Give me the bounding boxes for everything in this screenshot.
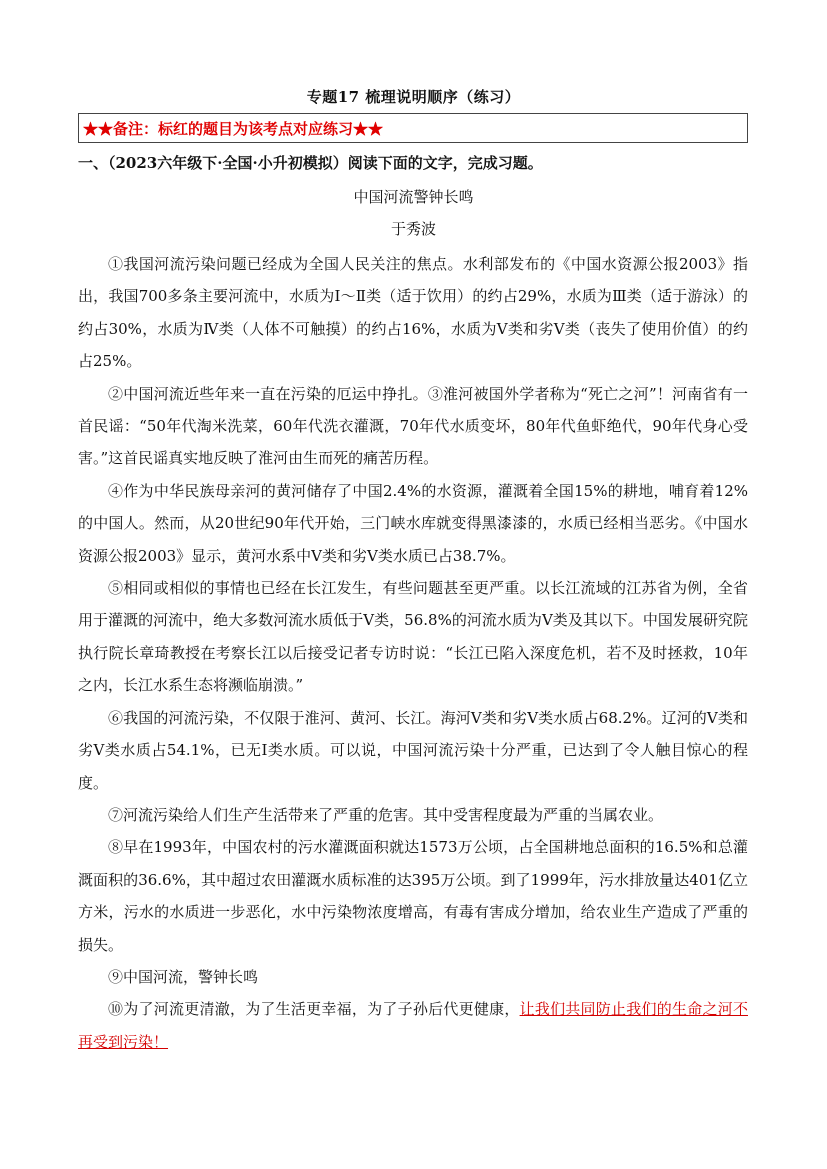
paragraph-6: ⑥我国的河流污染，不仅限于淮河、黄河、长江。海河Ⅴ类和劣Ⅴ类水质占68.2%。辽河的Ⅴ类和劣Ⅴ类水质占54.1%，已无Ⅰ类水质。可以说，中国河流污染十分严重，已达到了令人触目惊心的程度。 xyxy=(78,708,748,792)
paragraph-5: ⑤相同或相似的事情也已经在长江发生，有些问题甚至更严重。以长江流域的江苏省为例，全省用于灌溉的河流中，绝大多数河流水质低于Ⅴ类，56.8%的河流水质为Ⅴ类及其以下。中国发展研究院执行院长章琦教授在考察长江以后接受记者专访时说：“长江已陷入深度危机，若不及时拯救，10年之内，长江水系生态将濒临崩溃。” xyxy=(78,579,748,695)
paragraph-9: ⑨中国河流，警钟长鸣 xyxy=(108,967,259,986)
paragraph-8: ⑧早在1993年，中国农村的污水灌溉面积就达1573万公顷，占全国耕地总面积的16.5%和总灌溉面积的36.6%，其中超过农田灌溉水质标准的达395万公顷。到了1999年，污水排放量达401亿立方米，污水的水质进一步恶化，水中污染物浓度增高，有毒有害成分增加，给农业生产造成了严重的损失。 xyxy=(78,838,748,954)
article-body xyxy=(78,248,748,1058)
paragraph-2: ②中国河流近些年来一直在污染的厄运中挣扎。③淮河被国外学者称为“死亡之河”！河南省有一首民谣：“50年代淘米洗菜，60年代洗衣灌溉，70年代水质变坏，80年代鱼虾绝代，90年代身心受害。”这首民谣真实地反映了淮河由生而死的痛苦历程。 xyxy=(78,384,748,468)
document-title: 专题17 梳理说明顺序（练习） xyxy=(306,88,521,106)
paragraph-4: ④作为中华民族母亲河的黄河储存了中国2.4%的水资源，灌溉着全国15%的耕地，哺育着12%的中国人。然而，从20世纪90年代开始，三门峡水库就变得黑漆漆的，水质已经相当恶劣。《中国水资源公报2003》显示，黄河水系中Ⅴ类和劣Ⅴ类水质已占38.7%。 xyxy=(78,481,748,565)
paragraph-7: ⑦河流污染给人们生产生活带来了严重的危害。其中受害程度最为严重的当属农业。 xyxy=(108,805,664,824)
article-title: 中国河流警钟长鸣 xyxy=(353,188,474,206)
note-box: ★★备注：标红的题目为该考点对应练习★★ xyxy=(78,113,748,143)
paragraph-1: ①我国河流污染问题已经成为全国人民关注的焦点。水利部发布的《中国水资源公报2003》指出，我国700多条主要河流中，水质为Ⅰ～Ⅱ类（适于饮用）的约占29%，水质为Ⅲ类（适于游泳）的约占30%，水质为Ⅳ类（人体不可触摸）的约占16%，水质为Ⅴ类和劣Ⅴ类（丧失了使用价值）的约占25%。 xyxy=(78,255,748,371)
question-heading: 一、（2023六年级下·全国·小升初模拟）阅读下面的文字，完成习题。 xyxy=(78,154,543,172)
highlighted-answer-text: 让我们共同防止我们的生命之河不再受到污染！ xyxy=(78,1000,748,1051)
paragraph-10-text: ⑩为了河流更清澈，为了生活更幸福，为了子孙后代更健康， xyxy=(108,1000,520,1019)
paragraph-10 xyxy=(78,993,748,1058)
article-author: 于秀波 xyxy=(390,220,436,238)
